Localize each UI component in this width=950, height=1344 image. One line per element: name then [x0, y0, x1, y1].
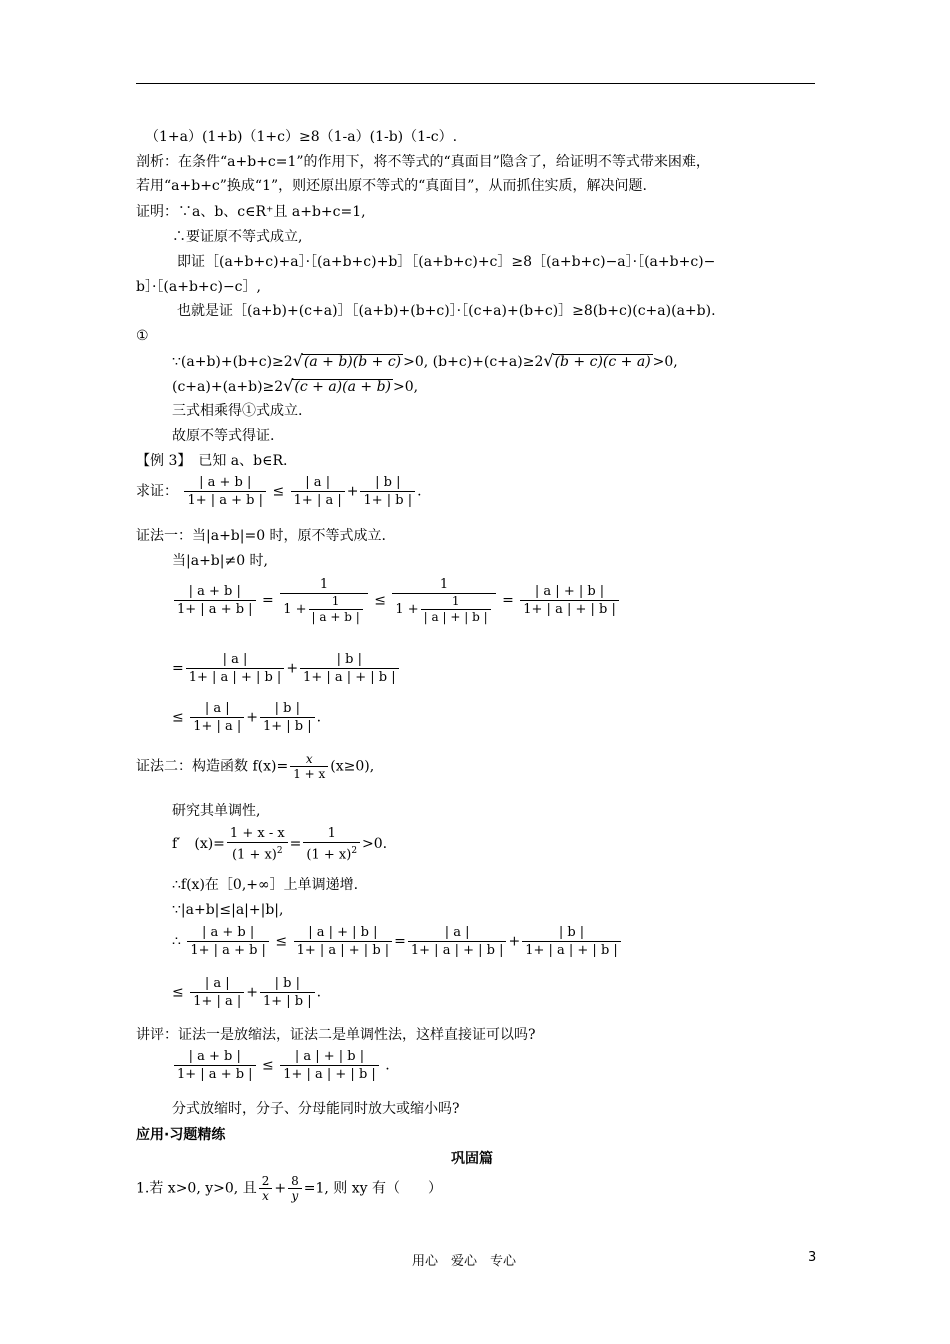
method-1-chain: $\frac{| a + b |}{1+ | a + b |}$ = 1 1 + $\frac{1}{| a + b |}$ ≤ 1 1 + $\frac{1}{| a | + | b |}$ = $\frac{| a | + | b |}{1+ | a | + | b |}$: [172, 576, 621, 625]
question-1: 1.若 x>0, y>0, 且 $\frac{2}{x}$ + $\frac{8}{y}$ =1, 则 xy 有（ ）: [136, 1174, 442, 1203]
commentary-formula: $\frac{| a + b |}{1+ | a + b |}$ ≤ $\frac{| a | + | b |}{1+ | a | + | b |}$ .: [172, 1048, 390, 1083]
proof-line-8: 三式相乘得①式成立.: [172, 403, 303, 419]
proof-line-1: 证明：∵a、b、c∈R⁺且 a+b+c=1,: [136, 204, 366, 220]
commentary-question: 分式放缩时，分子、分母能同时放大或缩小吗?: [172, 1101, 460, 1117]
proof-line-3: 即证［(a+b+c)+a］·［(a+b+c)+b］［(a+b+c)+c］≥8［(a+b+c)−a］·［(a+b+c)−: [177, 254, 716, 270]
header-rule: [136, 83, 815, 84]
footer-motto: 用心 爱心 专心: [412, 1254, 517, 1269]
radical-1: (a + b)(b + c): [303, 354, 402, 370]
fraction: $\frac{| b |}{1+ | b |}$: [260, 975, 315, 1010]
fraction: $\frac{1 + x - x}{(1 + x)^2}$: [227, 825, 288, 863]
fraction: $\frac{1}{| a | + | b |}$: [421, 594, 491, 625]
fraction: $\frac{| b |}{1+ | a | + | b |}$: [300, 651, 399, 686]
method-2-line-3: ∴f(x)在［0,+∞］上单调递增.: [172, 877, 359, 893]
fraction: $\frac{1}{| a + b |}$: [309, 594, 363, 625]
example-3-title: 【例 3】 已知 a、b∈R.: [136, 453, 288, 469]
fraction: $\frac{| a + b |}{1+ | a + b |}$: [174, 583, 256, 618]
fraction: $\frac{| a + b |}{1+ | a + b |}$: [174, 1048, 256, 1083]
fraction: $\frac{8}{y}$: [288, 1174, 302, 1203]
proof-line-7: (c+a)+(a+b)≥2√(c + a)(a + b) >0,: [172, 376, 419, 395]
fraction: $\frac{| a + b |}{1+ | a + b |}$: [187, 924, 269, 959]
fraction: $\frac{| b |}{1+ | b |}$: [260, 700, 315, 735]
fraction: $\frac{| a |}{1+ | a |}$: [291, 474, 345, 509]
method-1-line-1: 证法一：当|a+b|=0 时，原不等式成立.: [136, 528, 387, 544]
fraction: $\frac{| a |}{1+ | a | + | b |}$: [186, 651, 285, 686]
method-2-step-2: ≤ $\frac{| a |}{1+ | a |}$ + $\frac{| b |}{1+ | b |}$ .: [172, 976, 322, 1009]
fraction: $\frac{| b |}{1+ | b |}$: [360, 474, 415, 509]
proof-line-6: ∵(a+b)+(b+c)≥2√(a + b)(b + c) >0, (b+c)+(c+a)≥2√(b + c)(c + a) >0,: [172, 351, 678, 370]
radical-3: (c + a)(a + b): [294, 379, 391, 395]
analysis-line-2: 若用“a+b+c”换成“1”，则还原出原不等式的“真面目”，从而抓住实质，解决问题.: [136, 178, 647, 194]
radical-2: (b + c)(c + a): [554, 354, 651, 370]
section-heading: 应用·习题精练: [136, 1127, 226, 1143]
method-1-step-2: = $\frac{| a |}{1+ | a | + | b |}$ + $\frac{| b |}{1+ | a | + | b |}$: [172, 651, 401, 686]
subsection-heading: 巩固篇: [451, 1151, 493, 1167]
method-2-line-1: 证法二：构造函数 f(x)= $\frac{x}{1 + x}$ (x≥0),: [136, 752, 375, 781]
fraction: $\frac{1}{(1 + x)^2}$: [303, 825, 360, 863]
fraction: 1 1 + $\frac{1}{| a | + | b |}$: [392, 576, 495, 625]
commentary-line: 讲评：证法一是放缩法，证法二是单调性法，这样直接证可以吗?: [136, 1027, 536, 1043]
proof-line-4: b］·［(a+b+c)−c］,: [136, 279, 261, 295]
fraction: 1 1 + $\frac{1}{| a + b |}$: [280, 576, 368, 625]
fraction: $\frac{| a | + | b |}{1+ | a | + | b |}$: [520, 583, 619, 618]
fraction: $\frac{x}{1 + x}$: [290, 752, 328, 781]
fraction: $\frac{2}{x}$: [259, 1174, 273, 1203]
fraction: $\frac{| a | + | b |}{1+ | a | + | b |}$: [280, 1048, 379, 1083]
fraction: $\frac{| a | + | b |}{1+ | a | + | b |}$: [294, 924, 393, 959]
method-1-step-3: ≤ $\frac{| a |}{1+ | a |}$ + $\frac{| b |}{1+ | b |}$ .: [172, 701, 322, 734]
circle-one-marker: ①: [136, 328, 149, 344]
method-1-line-2: 当|a+b|≠0 时,: [172, 553, 269, 569]
fraction: $\frac{| a |}{1+ | a |}$: [190, 700, 244, 735]
derivative-line: f′ (x)= $\frac{1 + x - x}{(1 + x)^2}$ = $\frac{1}{(1 + x)^2}$ >0.: [172, 826, 388, 863]
fraction: $\frac{| a |}{1+ | a |}$: [190, 975, 244, 1010]
claim-line: 求证： $\frac{| a + b |}{1+ | a + b |}$ ≤ $\frac{| a |}{1+ | a |}$ + $\frac{| b |}{1+ | b |}$ .: [136, 475, 422, 508]
fraction: $\frac{| a + b |}{1+ | a + b |}$: [184, 474, 266, 509]
page-number: 3: [808, 1250, 817, 1265]
fraction: $\frac{| a |}{1+ | a | + | b |}$: [408, 924, 507, 959]
proof-line-5: 也就是证［(a+b)+(c+a)］［(a+b)+(b+c)］·［(c+a)+(b+c)］≥8(b+c)(c+a)(a+b).: [177, 303, 716, 319]
proof-line-9: 故原不等式得证.: [172, 428, 275, 444]
analysis-line-1: 剖析：在条件“a+b+c=1”的作用下，将不等式的“真面目”隐含了，给证明不等式带来困难，: [136, 154, 710, 170]
fraction: $\frac{| b |}{1+ | a | + | b |}$: [522, 924, 621, 959]
inequality-line: （1+a）(1+b)（1+c）≥8（1-a）(1-b)（1-c）.: [145, 129, 458, 145]
proof-line-2: ∴要证原不等式成立,: [172, 229, 303, 245]
method-2-chain: ∴ $\frac{| a + b |}{1+ | a + b |}$ ≤ $\frac{| a | + | b |}{1+ | a | + | b |}$ = $\frac{| a |}{1+ | a | + | b |}$ + $\frac{| b |}{1+ | a | + | b |}$: [172, 924, 623, 959]
method-2-line-4: ∵|a+b|≤|a|+|b|,: [172, 902, 284, 918]
method-2-line-2: 研究其单调性,: [172, 803, 261, 819]
